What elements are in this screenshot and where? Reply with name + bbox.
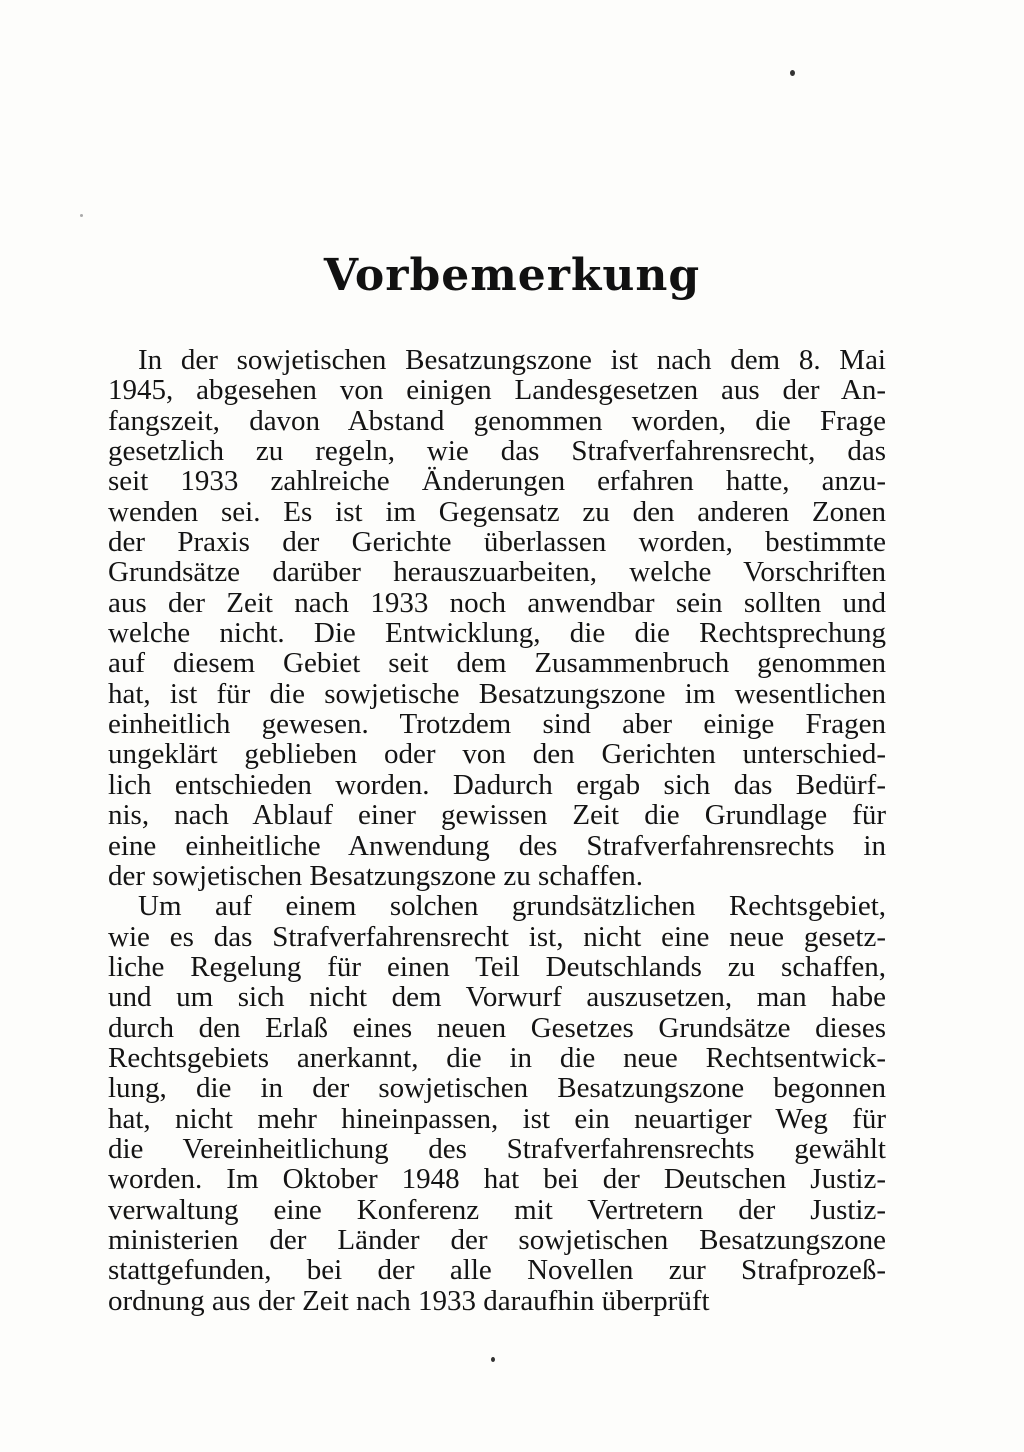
paragraph: [108, 891, 886, 1316]
text-line: ordnung aus der Zeit nach 1933 daraufhin überprüft: [108, 1284, 710, 1317]
text-line: 1945, abgesehen von einigen Landesgesetzen aus der An-: [108, 374, 886, 407]
text-line: lung, die in der sowjetischen Besatzungszone begonnen: [108, 1072, 886, 1105]
body-text: [108, 345, 886, 1316]
text-line: und um sich nicht dem Vorwurf auszusetzen, man habe: [108, 981, 886, 1014]
print-speck-dot: [491, 1357, 495, 1362]
text-line: hat, nicht mehr hineinpassen, ist ein neuartiger Weg für: [108, 1102, 886, 1135]
text-line: seit 1933 zahlreiche Änderungen erfahren hatte, anzu-: [108, 465, 886, 498]
text-line: stattgefunden, bei der alle Novellen zur Strafprozeß-: [108, 1254, 886, 1287]
text-line: ungeklärt geblieben oder von den Gerichten unterschied-: [108, 738, 886, 771]
text-line: ministerien der Länder der sowjetischen Besatzungszone: [108, 1223, 886, 1256]
page-title: Vorbemerkung: [323, 250, 701, 301]
print-speck-dot: [80, 214, 83, 217]
text-line: der Praxis der Gerichte überlassen worden, bestimmte: [108, 526, 886, 559]
text-line: auf diesem Gebiet seit dem Zusammenbruch genommen: [108, 647, 886, 680]
text-line: aus der Zeit nach 1933 noch anwendbar sein sollten und: [108, 586, 886, 619]
print-speck-dot: [790, 70, 795, 76]
text-line: hat, ist für die sowjetische Besatzungszone im wesentlichen: [108, 677, 886, 710]
text-line: liche Regelung für einen Teil Deutschlands zu schaffen,: [108, 950, 886, 983]
text-line: worden. Im Oktober 1948 hat bei der Deutschen Justiz-: [108, 1163, 886, 1196]
text-line: In der sowjetischen Besatzungszone ist nach dem 8. Mai: [138, 344, 886, 376]
text-line: welche nicht. Die Entwicklung, die die Rechtsprechung: [108, 617, 886, 650]
text-line: wenden sei. Es ist im Gegensatz zu den anderen Zonen: [108, 495, 886, 528]
text-line: Grundsätze darüber herauszuarbeiten, welche Vorschriften: [108, 556, 886, 589]
text-line: durch den Erlaß eines neuen Gesetzes Grundsätze dieses: [108, 1011, 886, 1044]
text-line: eine einheitliche Anwendung des Strafverfahrensrechts in: [108, 829, 886, 862]
text-line: gesetzlich zu regeln, wie das Strafverfahrensrecht, das: [108, 435, 886, 468]
text-line: Um auf einem solchen grundsätzlichen Rechtsgebiet,: [138, 890, 886, 923]
text-line: verwaltung eine Konferenz mit Vertretern der Justiz-: [108, 1193, 886, 1226]
paragraphs: [108, 345, 886, 1316]
text-line: lich entschieden worden. Dadurch ergab sich das Bedürf-: [108, 768, 886, 801]
text-line: der sowjetischen Besatzungszone zu schaffen.: [108, 859, 643, 892]
text-line: die Vereinheitlichung des Strafverfahrensrechts gewählt: [108, 1132, 886, 1165]
text-line: Rechtsgebiets anerkannt, die in die neue Rechtsentwick-: [108, 1041, 886, 1074]
text-line: fangszeit, davon Abstand genommen worden, die Frage: [108, 404, 886, 437]
text-line: wie es das Strafverfahrensrecht ist, nicht eine neue gesetz-: [108, 920, 886, 953]
text-line: nis, nach Ablauf einer gewissen Zeit die Grundlage für: [108, 799, 886, 832]
text-line: einheitlich gewesen. Trotzdem sind aber einige Fragen: [108, 708, 886, 741]
paragraph: [108, 345, 886, 891]
